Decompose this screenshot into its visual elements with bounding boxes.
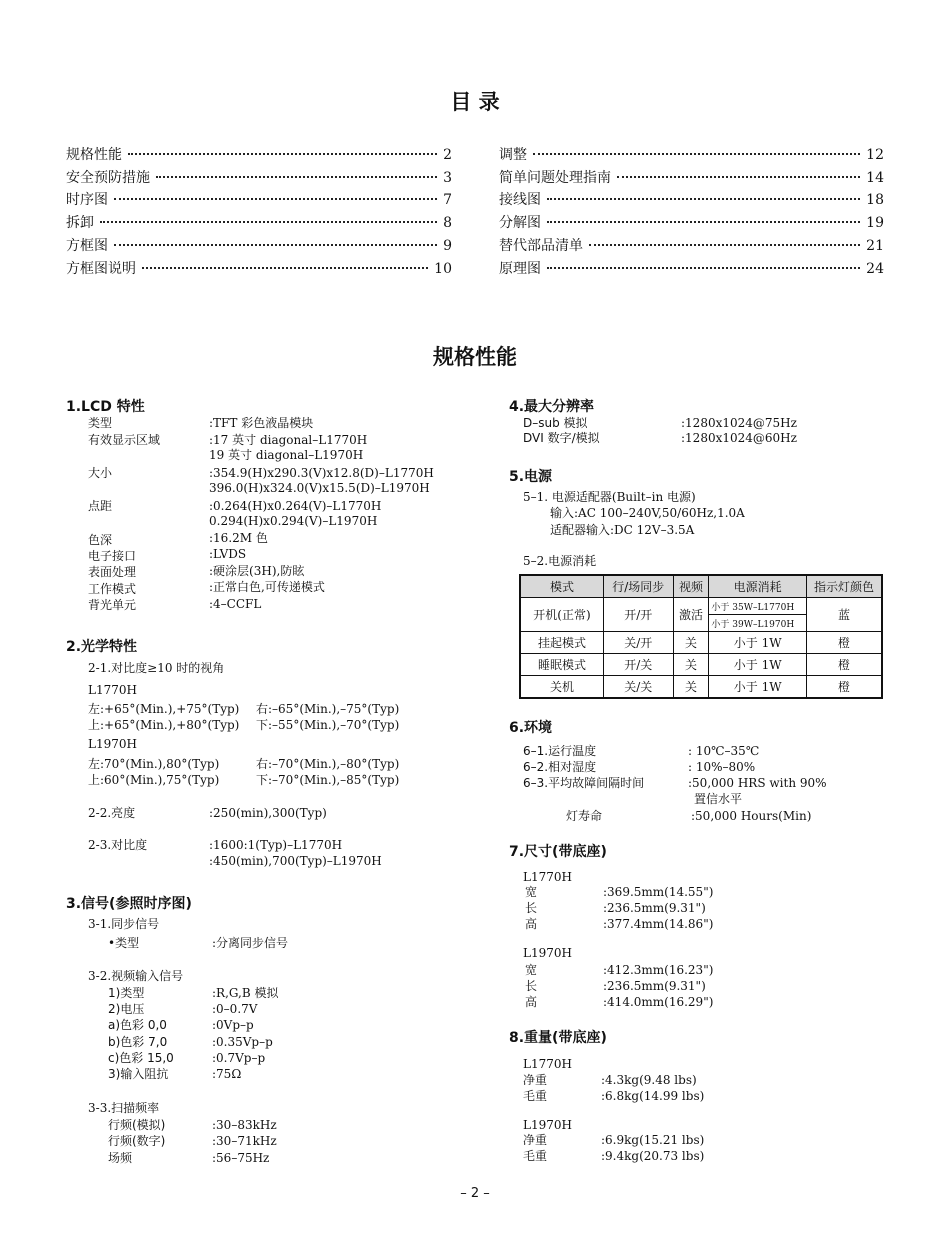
table-cell: 小于 35W–L1770H <box>709 598 807 615</box>
table-cell: 开/开 <box>603 598 673 632</box>
table-cell: 关 <box>673 632 709 654</box>
spec-key: 背光单元 <box>88 598 137 612</box>
angle-value: 上:60°(Min.),75°(Typ) <box>88 773 220 787</box>
table-row <box>520 598 882 615</box>
toc-entry[interactable] <box>499 189 884 209</box>
table-cell: 关/关 <box>603 676 673 699</box>
spec-key: 工作模式 <box>88 582 137 596</box>
spec-key: 净重 <box>523 1073 548 1087</box>
spec-key: 大小 <box>88 466 113 480</box>
spec-key: 毛重 <box>523 1149 548 1163</box>
subsection-title: 3-1.同步信号 <box>88 917 160 931</box>
spec-key: 长 <box>525 901 538 915</box>
spec-value: 19 英寸 diagonal–L1970H <box>209 448 364 462</box>
toc-entry[interactable] <box>499 167 884 187</box>
table-cell: 橙 <box>806 676 882 699</box>
toc-entry[interactable] <box>66 144 452 164</box>
subsection-title: 5–1. 电源适配器(Built–in 电源) <box>523 490 696 504</box>
page-number: – 2 – <box>460 1186 490 1201</box>
subsection-title: 5–2.电源消耗 <box>523 554 597 568</box>
spec-value: :17 英寸 diagonal–L1770H <box>209 433 368 447</box>
spec-value: :369.5mm(14.55") <box>603 885 714 899</box>
spec-key: 长 <box>525 979 538 993</box>
spec-value: :0–0.7V <box>212 1002 258 1016</box>
column-header: 电源消耗 <box>709 575 807 598</box>
spec-value: :4.3kg(9.48 lbs) <box>601 1073 697 1087</box>
toc-entry[interactable] <box>499 212 884 232</box>
table-cell: 激活 <box>673 598 709 632</box>
spec-key: 净重 <box>523 1133 548 1147</box>
angle-value: 右:–70°(Min.),–80°(Typ) <box>256 757 400 771</box>
toc-page: 7 <box>443 192 452 208</box>
spec-key: 高 <box>525 917 538 931</box>
spec-key: DVI 数字/模拟 <box>523 431 600 445</box>
toc-label: 调整 <box>499 147 527 163</box>
spec-key: b)色彩 7,0 <box>108 1035 168 1049</box>
toc-page: 21 <box>866 238 884 254</box>
toc-page: 3 <box>443 170 452 186</box>
spec-value: :16.2M 色 <box>209 531 268 545</box>
column-header: 指示灯颜色 <box>806 575 882 598</box>
spec-value: :236.5mm(9.31") <box>603 901 706 915</box>
subsection-title: 2-2.亮度 <box>88 806 136 820</box>
spec-value: :0.264(H)x0.264(V)–L1770H <box>209 499 382 513</box>
spec-value: :分离同步信号 <box>212 936 289 950</box>
table-cell: 睡眠模式 <box>520 654 603 676</box>
table-cell: 关 <box>673 654 709 676</box>
angle-value: 上:+65°(Min.),+80°(Typ) <box>88 718 240 732</box>
toc-page: 8 <box>443 215 452 231</box>
section-heading: 5.电源 <box>509 469 553 485</box>
table-cell: 挂起模式 <box>520 632 603 654</box>
table-cell: 橙 <box>806 654 882 676</box>
spec-key: 色深 <box>88 533 113 547</box>
toc-entry[interactable] <box>66 189 452 209</box>
subsection-title: 3-2.视频输入信号 <box>88 969 184 983</box>
spec-key: 6–3.平均故障间隔时间 <box>523 776 645 790</box>
spec-key: 点距 <box>88 499 113 513</box>
toc-page: 19 <box>866 215 884 231</box>
spec-value: :TFT 彩色液晶模块 <box>209 416 314 430</box>
spec-key: 毛重 <box>523 1089 548 1103</box>
spec-key: a)色彩 0,0 <box>108 1018 167 1032</box>
section-heading: 7.尺寸(带底座) <box>509 844 607 860</box>
toc-entry[interactable] <box>499 258 884 278</box>
spec-value: :414.0mm(16.29") <box>603 995 714 1009</box>
model-name: L1770H <box>523 1057 572 1071</box>
toc-label: 接线图 <box>499 192 541 208</box>
spec-key: 宽 <box>525 963 538 977</box>
spec-key: 电子接口 <box>88 549 137 563</box>
spec-value: :450(min),700(Typ)–L1970H <box>209 854 382 868</box>
spec-value: :412.3mm(16.23") <box>603 963 714 977</box>
toc-page: 12 <box>866 147 884 163</box>
table-cell: 小于 1W <box>709 654 807 676</box>
subsection-title: 2-1.对比度≥10 时的视角 <box>88 661 225 675</box>
spec-key: D–sub 模拟 <box>523 416 588 430</box>
spec-value: :56–75Hz <box>212 1151 270 1165</box>
table-row <box>520 632 882 654</box>
table-cell: 小于 39W–L1970H <box>709 615 807 632</box>
spec-value: 396.0(H)x324.0(V)x15.5(D)–L1970H <box>209 481 430 495</box>
spec-key: 2)电压 <box>108 1002 145 1016</box>
spec-value: 置信水平 <box>694 792 743 806</box>
toc-label: 安全预防措施 <box>66 170 150 186</box>
spec-key: 灯寿命 <box>566 809 603 823</box>
toc-label: 分解图 <box>499 215 541 231</box>
table-cell: 蓝 <box>806 598 882 632</box>
spec-value: :30–71kHz <box>212 1134 277 1148</box>
toc-entry[interactable] <box>66 167 452 187</box>
model-name: L1770H <box>523 870 572 884</box>
spec-value: :0Vp–p <box>212 1018 254 1032</box>
spec-value: :硬涂层(3H),防眩 <box>209 564 305 578</box>
subsection-title: 3-3.扫描频率 <box>88 1101 160 1115</box>
spec-value: :1280x1024@75Hz <box>681 416 797 430</box>
spec-key: 6–1.运行温度 <box>523 744 597 758</box>
section-heading: 4.最大分辨率 <box>509 399 595 415</box>
toc-title: 目 录 <box>450 90 500 114</box>
spec-key: •类型 <box>108 936 140 950</box>
table-cell: 开机(正常) <box>520 598 603 632</box>
column-header: 视频 <box>673 575 709 598</box>
spec-value: :50,000 Hours(Min) <box>691 809 812 823</box>
toc-label: 拆卸 <box>66 215 94 231</box>
column-header: 模式 <box>520 575 603 598</box>
toc-page: 24 <box>866 261 884 277</box>
model-name: L1970H <box>523 1118 572 1132</box>
spec-value: :R,G,B 模拟 <box>212 986 279 1000</box>
column-header: 行/场同步 <box>603 575 673 598</box>
spec-value: :1600:1(Typ)–L1770H <box>209 838 343 852</box>
spec-value: :正常白色,可传递模式 <box>209 580 325 594</box>
spec-key: 宽 <box>525 885 538 899</box>
spec-value: : 10%–80% <box>688 760 756 774</box>
spec-value: :0.7Vp–p <box>212 1051 266 1065</box>
table-row <box>520 676 882 699</box>
table-row <box>520 654 882 676</box>
toc-label: 规格性能 <box>66 147 122 163</box>
table-cell: 小于 1W <box>709 676 807 699</box>
toc-label: 简单问题处理指南 <box>499 170 611 186</box>
angle-value: 下:–70°(Min.),–85°(Typ) <box>256 773 400 787</box>
spec-key: 3)输入阻抗 <box>108 1067 169 1081</box>
spec-key: c)色彩 15,0 <box>108 1051 174 1065</box>
toc-entry[interactable] <box>499 144 884 164</box>
spec-value: : 10℃–35℃ <box>688 744 760 758</box>
model-name: L1770H <box>88 683 137 697</box>
spec-value: :9.4kg(20.73 lbs) <box>601 1149 705 1163</box>
spec-value: :75Ω <box>212 1067 242 1081</box>
section-heading: 6.环境 <box>509 720 553 736</box>
angle-value: 下:–55°(Min.),–70°(Typ) <box>256 718 400 732</box>
toc-label: 时序图 <box>66 192 108 208</box>
toc-entry[interactable] <box>499 235 884 255</box>
spec-value: 适配器输入:DC 12V–3.5A <box>550 523 695 537</box>
spec-value: :1280x1024@60Hz <box>681 431 797 445</box>
table-cell: 关机 <box>520 676 603 699</box>
spec-value: 0.294(H)x0.294(V)–L1970H <box>209 514 378 528</box>
table-cell: 开/关 <box>603 654 673 676</box>
section-heading: 3.信号(参照时序图) <box>66 896 192 912</box>
toc-entry[interactable] <box>66 258 452 278</box>
table-cell: 关/开 <box>603 632 673 654</box>
toc-label: 原理图 <box>499 261 541 277</box>
spec-key: 有效显示区域 <box>88 433 161 447</box>
spec-value: :LVDS <box>209 547 247 561</box>
spec-value: :354.9(H)x290.3(V)x12.8(D)–L1770H <box>209 466 434 480</box>
angle-value: 左:70°(Min.),80°(Typ) <box>88 757 220 771</box>
spec-value: :6.9kg(15.21 lbs) <box>601 1133 705 1147</box>
spec-value: :6.8kg(14.99 lbs) <box>601 1089 705 1103</box>
toc-page: 2 <box>443 147 452 163</box>
spec-value: :4–CCFL <box>209 597 262 611</box>
spec-key: 1)类型 <box>108 986 145 1000</box>
power-consumption-table <box>519 574 883 699</box>
angle-value: 右:–65°(Min.),–75°(Typ) <box>256 702 400 716</box>
spec-key: 表面处理 <box>88 565 137 579</box>
toc-label: 方框图 <box>66 238 108 254</box>
spec-key: 类型 <box>88 416 113 430</box>
table-header-row <box>520 575 882 598</box>
section-heading: 2.光学特性 <box>66 639 138 655</box>
toc-entry[interactable] <box>66 212 452 232</box>
model-name: L1970H <box>88 737 137 751</box>
spec-key: 6–2.相对湿度 <box>523 760 597 774</box>
spec-value: :50,000 HRS with 90% <box>688 776 827 790</box>
toc-label: 替代部品清单 <box>499 238 583 254</box>
toc-page: 10 <box>434 261 452 277</box>
toc-entry[interactable] <box>66 235 452 255</box>
spec-value: 输入:AC 100–240V,50/60Hz,1.0A <box>550 506 745 520</box>
toc-page: 9 <box>443 238 452 254</box>
subsection-title: 2-3.对比度 <box>88 838 148 852</box>
spec-title: 规格性能 <box>433 345 517 369</box>
spec-value: :377.4mm(14.86") <box>603 917 714 931</box>
spec-key: 高 <box>525 995 538 1009</box>
spec-key: 场频 <box>108 1151 133 1165</box>
spec-value: :30–83kHz <box>212 1118 277 1132</box>
section-heading: 8.重量(带底座) <box>509 1030 607 1046</box>
spec-key: 行频(数字) <box>108 1134 166 1148</box>
toc-page: 14 <box>866 170 884 186</box>
toc-page: 18 <box>866 192 884 208</box>
table-cell: 橙 <box>806 632 882 654</box>
model-name: L1970H <box>523 946 572 960</box>
spec-value: :236.5mm(9.31") <box>603 979 706 993</box>
table-cell: 关 <box>673 676 709 699</box>
table-cell: 小于 1W <box>709 632 807 654</box>
angle-value: 左:+65°(Min.),+75°(Typ) <box>88 702 240 716</box>
spec-value: :0.35Vp–p <box>212 1035 273 1049</box>
spec-key: 行频(模拟) <box>108 1118 166 1132</box>
toc-label: 方框图说明 <box>66 261 136 277</box>
section-heading: 1.LCD 特性 <box>66 399 145 415</box>
spec-value: :250(min),300(Typ) <box>209 806 327 820</box>
